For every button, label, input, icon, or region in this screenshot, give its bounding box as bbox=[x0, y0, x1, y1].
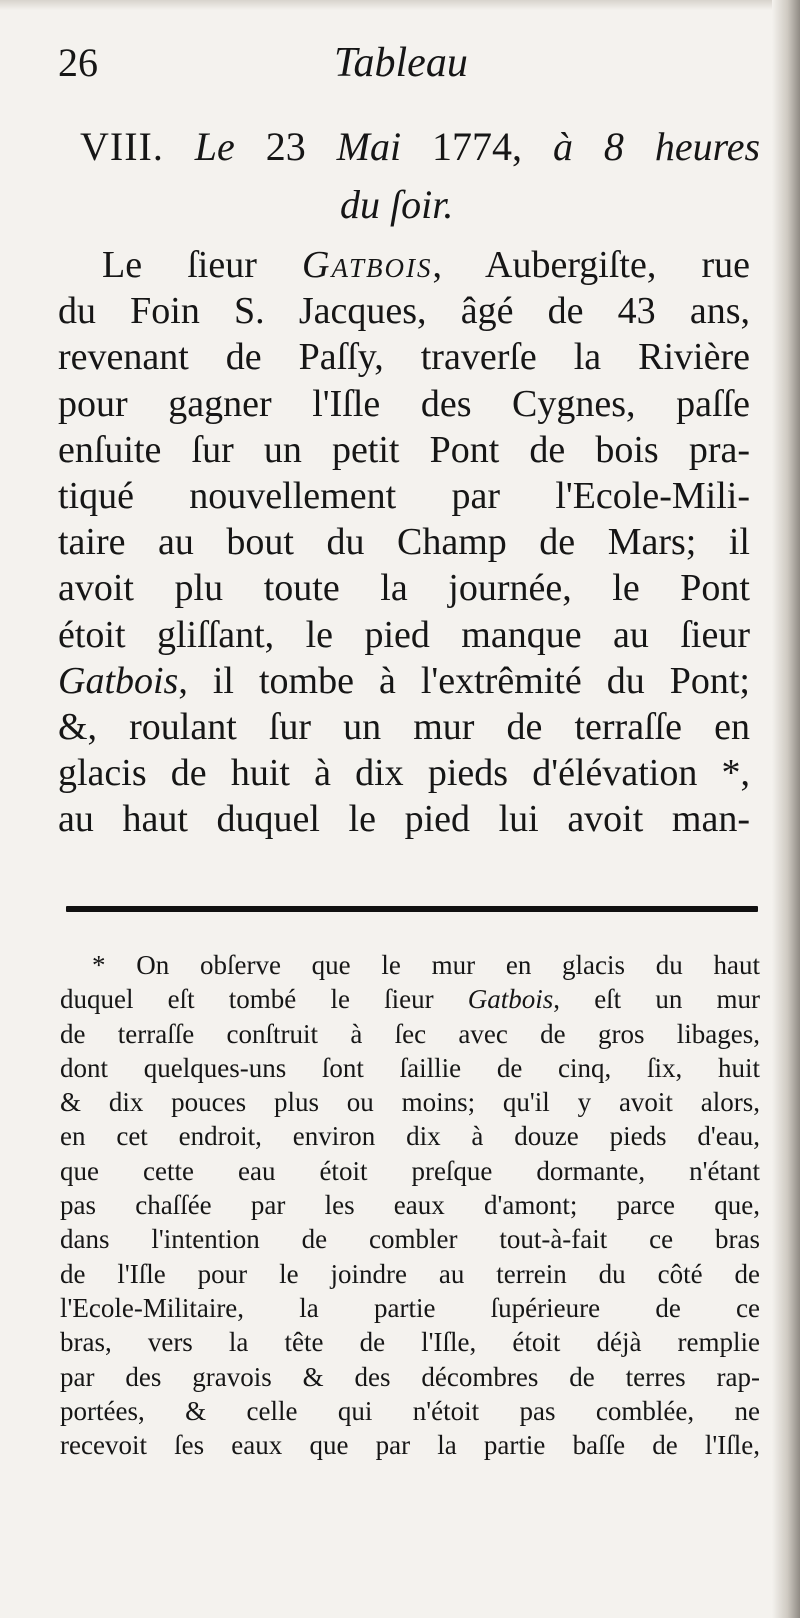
page-number: 26 bbox=[58, 40, 98, 85]
running-head bbox=[0, 38, 800, 98]
footnote-line: dans l'intention de combler tout-à-fait ce bras bbox=[60, 1224, 760, 1255]
body-line: tiqué nouvellement par l'Ecole-Mili- bbox=[58, 475, 750, 518]
entry-time-prefix: à 8 bbox=[552, 124, 624, 169]
entry-number: VIII. bbox=[80, 124, 164, 169]
footnote-line: recevoit ſes eaux que par la partie baſſe de l'Iſle, bbox=[60, 1430, 760, 1461]
entry-date-day: 23 bbox=[265, 124, 306, 169]
footnote-line: de terraſſe conſtruit à ſec avec de gros libages, bbox=[60, 1018, 760, 1049]
footnote-line: & dix pouces plus ou moins; qu'il y avoit alors, bbox=[60, 1087, 760, 1118]
footnote-line: par des gravois & des décombres de terres rap- bbox=[60, 1361, 760, 1392]
footnote-line: portées, & celle qui n'étoit pas comblée, ne bbox=[60, 1395, 760, 1426]
body-line: avoit plu toute la journée, le Pont bbox=[58, 567, 750, 610]
footnote-separator-rule bbox=[66, 906, 758, 912]
page-top-edge bbox=[0, 0, 800, 10]
footnote-line bbox=[60, 982, 760, 1016]
body-line: au haut duquel le pied lui avoit man- bbox=[58, 798, 750, 841]
body-text bbox=[58, 242, 750, 843]
entry-time-line2: du ſoir. bbox=[340, 182, 454, 227]
page-gutter-shadow bbox=[772, 0, 800, 1618]
body-line: revenant de Paſſy, traverſe la Rivière bbox=[58, 336, 750, 379]
body-line: glacis de huit à dix pieds d'élévation *, bbox=[58, 752, 750, 795]
footnote-line: dont quelques-uns ſont ſaillie de cinq, ſix, huit bbox=[60, 1052, 760, 1083]
entry-heading: VIII. Le 23 Mai 1774, à 8 heures du ſoir. bbox=[80, 118, 760, 234]
person-name: Gatbois bbox=[302, 244, 433, 286]
body-line bbox=[58, 658, 750, 704]
running-title: Tableau bbox=[334, 40, 468, 86]
body-line bbox=[58, 242, 750, 288]
person-name: Gatbois bbox=[58, 659, 179, 702]
body-line: du Foin S. Jacques, âgé de 43 ans, bbox=[58, 290, 750, 333]
body-line: &, roulant ſur un mur de terraſſe en bbox=[58, 706, 750, 749]
footnote-text-fragment: , eſt un mur bbox=[553, 984, 761, 1015]
body-line: enſuite ſur un petit Pont de bois pra- bbox=[58, 428, 750, 471]
body-text-fragment: , il tombe à l'extrêmité du Pont; bbox=[178, 659, 750, 702]
entry-date-prefix: Le bbox=[194, 124, 235, 169]
footnote-line: l'Ecole-Militaire, la partie ſupérieure de ce bbox=[60, 1292, 760, 1323]
entry-time-suffix: heures bbox=[654, 124, 761, 169]
footnote-line: pas chaſſée par les eaux d'amont; parce que, bbox=[60, 1190, 760, 1221]
footnote bbox=[60, 948, 760, 1462]
entry-date-year: 1774 bbox=[432, 124, 513, 169]
entry-date-month: Mai bbox=[336, 124, 402, 169]
body-line: taire au bout du Champ de Mars; il bbox=[58, 521, 750, 564]
person-name: Gatbois bbox=[467, 984, 554, 1015]
footnote-line: en cet endroit, environ dix à douze pieds d'eau, bbox=[60, 1121, 760, 1152]
footnote-line: bras, vers la tête de l'Iſle, étoit déjà remplie bbox=[60, 1327, 760, 1358]
footnote-text-fragment: duquel eſt tombé le ſieur bbox=[60, 984, 434, 1015]
footnote-line: que cette eau étoit preſque dormante, n'étant bbox=[60, 1155, 760, 1186]
footnote-line: de l'Iſle pour le joindre au terrein du côté de bbox=[60, 1258, 760, 1289]
body-text-fragment: Le ſieur bbox=[102, 244, 257, 286]
body-line: étoit gliſſant, le pied manque au ſieur bbox=[58, 613, 750, 656]
body-line: pour gagner l'Iſle des Cygnes, paſſe bbox=[58, 382, 750, 425]
footnote-line: * On obſerve que le mur en glacis du haut bbox=[92, 950, 760, 980]
body-text-fragment: , Aubergiſte, rue bbox=[432, 244, 751, 286]
